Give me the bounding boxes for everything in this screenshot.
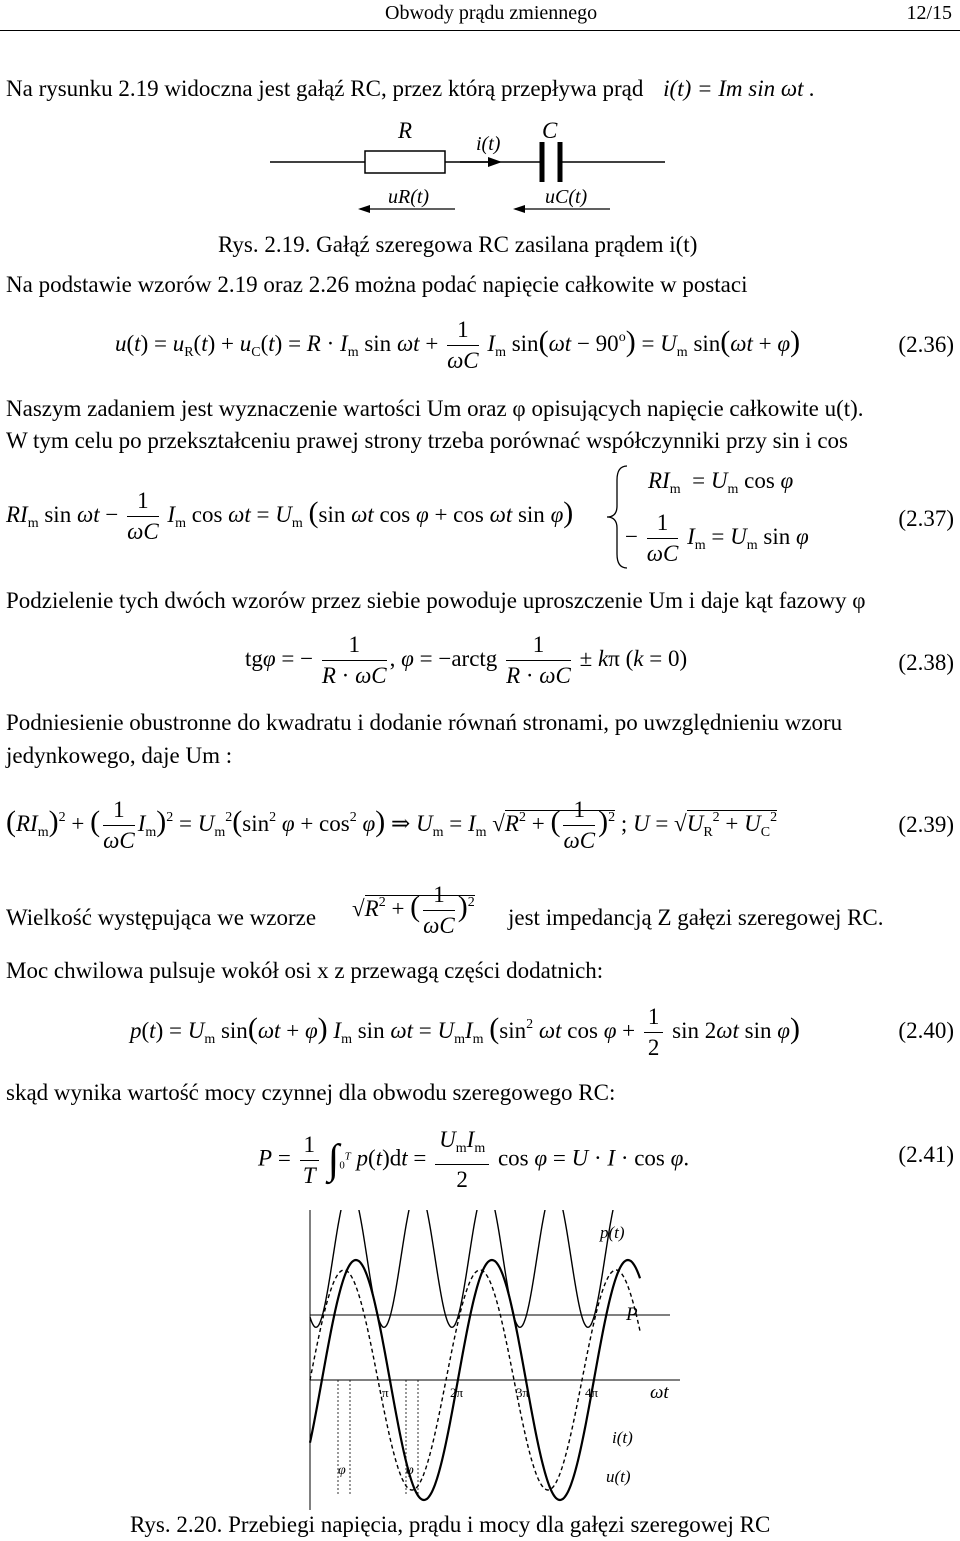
paragraph-4: W tym celu po przekształceniu prawej strony trzeba porównać współczynniki przy sin i cos [6,428,849,453]
label-i: i(t) [476,133,501,155]
label-R: R [398,118,413,143]
paragraph-2: Na podstawie wzorów 2.19 oraz 2.26 można podać napięcie całkowite w postaci [6,272,748,297]
header-title: Obwody prądu zmiennego [385,2,598,24]
page-header [0,0,960,31]
label-phi-1: φ [338,1463,346,1478]
tick-pi: π [382,1385,389,1400]
equation-2-38-number: (2.38) [898,650,954,675]
figure-2-19-caption: Rys. 2.19. Gałąź szeregowa RC zasilana prądem i(t) [218,232,698,257]
label-i: i(t) [612,1428,633,1447]
impedance-formula: $√R^2$ + ( $\frac{1}{\omega C}$ )$^2$ [352,882,475,938]
equation-2-37-top: $RI_m = U_m$ cos φ [648,468,794,497]
figure-2-20-caption: Rys. 2.20. Przebiegi napięcia, prądu i mocy dla gałęzi szeregowej RC [130,1512,771,1537]
label-phi-2: φ [406,1463,414,1478]
uc-arrow [513,205,525,213]
paragraph-5: Podzielenie tych dwóch wzorów przez siebie powoduje uproszczenie Um i daje kąt fazowy φ [6,588,866,613]
equation-2-36-number: (2.36) [898,332,954,357]
equation-2-37-number: (2.37) [898,506,954,531]
label-uC: uC(t) [545,186,588,208]
label-u: u(t) [606,1467,631,1486]
equation-2-36: $u(t) = u_R(t) + u_C(t) = R \cdot I_m$ sin ωt + $\frac{1}{\omega C}$ $I_m$ $\sin(\omega t - 90^o) = U_m$ sin(ωt + φ) [115,317,801,373]
paragraph-7b: jest impedancją Z gałęzi szeregowej RC. [508,905,884,930]
paragraph-7a: Wielkość występująca we wzorze [6,905,317,930]
paragraph-8: Moc chwilowa pulsuje wokół osi x z przewagą części dodatnich: [6,958,604,983]
current-formula: i(t) = Im sin ωt . [663,76,815,101]
figure-2-20 [270,1210,690,1510]
tick-3pi: 3π [516,1385,530,1400]
paragraph-9: skąd wynika wartość mocy czynnej dla obwodu szeregowego RC: [6,1080,616,1105]
equation-2-37-bottom: − $\frac{1}{\omega C}$ $I_m = U_m$ sin φ [625,510,809,566]
paragraph-1-text: Na rysunku 2.19 widoczna jest gałąź RC, przez którą przepływa prąd [6,76,644,101]
tick-4pi: 4π [585,1385,599,1400]
equation-2-39: $(RI_m)^2$ + ( $\frac{1}{\omega C}$ $I_m)^2 = U_m^2(\sin^2$ $\varphi + \cos^2 \varphi$) ⇒ $U_m = I_m$ $√R^2$ + ( $\frac{1}{\omega C}$ )$^2$ ; $U = √U_R^2 + U_C^2$ [6,797,778,853]
label-p: p(t) [600,1223,625,1242]
current-arrow [488,157,502,167]
equation-2-40: $p(t) = U_m$ sin(ωt + φ) $I_m$ $\sin \omega t = U_mI_m$ ($\sin^2$ ωt cos φ + $\frac{1}{2}$ sin 2ωt sin φ) [130,1004,800,1060]
label-wt: ωt [650,1382,669,1403]
label-C: C [542,118,558,143]
resistor-symbol [365,151,445,173]
figure-2-19 [270,112,690,232]
label-P: P [626,1304,638,1325]
equation-2-38: tgφ = − $\frac{1}{R \cdot \omega C}$ , φ = −arctg $\frac{1}{R \cdot \omega C}$ ± kπ (k = 0) [245,632,688,688]
power-curve [310,1210,630,1327]
ur-arrow [358,205,370,213]
paragraph-6a: Podniesienie obustronne do kwadratu i dodanie równań stronami, po uwzględnieniu wzoru [6,710,843,735]
equation-2-37-left: $RI_m$ sin ωt − $\frac{1}{\omega C}$ $I_m$ $\cos \omega t = U_m$ (sin ωt cos φ + cos ωt sin φ) [6,488,574,544]
paragraph-1 [6,76,815,102]
label-uR: uR(t) [388,186,430,208]
equation-2-41-number: (2.41) [898,1142,954,1167]
tick-2pi: 2π [450,1385,464,1400]
equation-2-41: P = $\frac{1}{T}$ $\int_0^T$ p(t)dt = $\frac{U_mI_m}{2}$ cos φ = U · I · cos φ. [258,1127,690,1192]
paragraph-3: Naszym zadaniem jest wyznaczenie wartości Um oraz φ opisujących napięcie całkowite u(t). [6,396,864,421]
page-number: 12/15 [906,2,952,24]
equation-2-40-number: (2.40) [898,1018,954,1043]
paragraph-6b: jedynkowego, daje Um : [6,743,233,768]
equation-2-39-number: (2.39) [898,812,954,837]
